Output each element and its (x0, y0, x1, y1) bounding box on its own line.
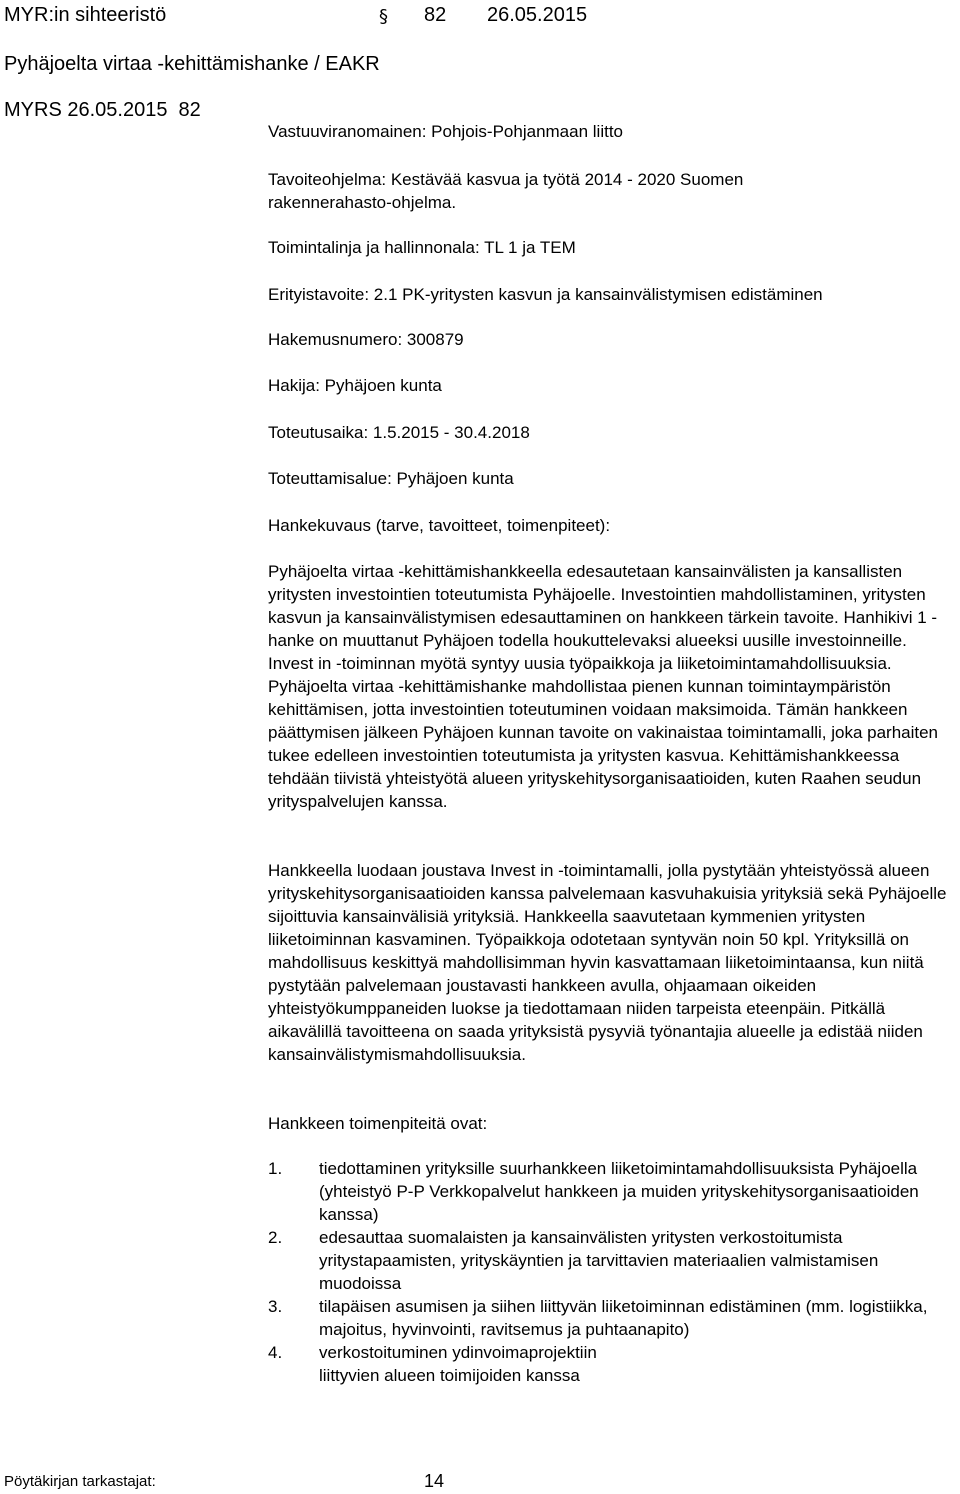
field-hakemusnumero: Hakemusnumero: 300879 (268, 330, 464, 349)
field-erityistavoite: Erityistavoite: 2.1 PK-yritysten kasvun ja kansainvälistymisen edistäminen (268, 285, 823, 304)
document-header-title: MYR:in sihteeristö (4, 4, 167, 26)
meeting-reference: MYRS 26.05.2015 82 (4, 99, 201, 121)
list-item-number: 3. (268, 1297, 283, 1316)
field-hankekuvaus: Hankekuvaus (tarve, tavoitteet, toimenpiteet): (268, 516, 611, 535)
field-hakija: Hakija: Pyhäjoen kunta (268, 376, 442, 395)
description-paragraph-1 (268, 560, 954, 813)
list-item-text: tilapäisen asumisen ja siihen liittyvän liiketoiminnan edistäminen (mm. logistiikka, majoitus, hyvinvointi, ravitsemus ja puhtaanapito) (319, 1297, 928, 1339)
section-number: 82 (424, 4, 447, 26)
actions-heading: Hankkeen toimenpiteitä ovat: (268, 1114, 488, 1133)
list-item-number: 2. (268, 1228, 283, 1247)
list-item-text: verkostoituminen ydinvoimaprojektiin liittyvien alueen toimijoiden kanssa (319, 1343, 597, 1385)
section-mark-icon (379, 6, 393, 24)
field-vastuuviranomainen: Vastuuviranomainen: Pohjois-Pohjanmaan liitto (268, 122, 623, 141)
list-item-number: 4. (268, 1343, 283, 1362)
list-item-text: tiedottaminen yrityksille suurhankkeen liiketoimintamahdollisuuksista Pyhäjoella (yhteistyö P-P Verkkopalvelut hankkeen ja muiden yrityskehitysorganisaatioiden kanssa) (319, 1159, 919, 1224)
header-date: 26.05.2015 (487, 4, 588, 26)
list-item-text: edesauttaa suomalaisten ja kansainvälisten yritysten verkostoitumista yritystapaamisten, yrityskäyntien ja tarvittavien materiaalien valmistamisen muodoissa (319, 1228, 879, 1293)
list-item-number: 1. (268, 1159, 283, 1178)
project-title: Pyhäjoelta virtaa -kehittämishanke / EAKR (4, 53, 380, 75)
field-toteutusaika: Toteutusaika: 1.5.2015 - 30.4.2018 (268, 423, 530, 442)
svg-text:§: § (379, 6, 388, 24)
page-number: 14 (424, 1471, 445, 1491)
footer-label: Pöytäkirjan tarkastajat: (4, 1473, 156, 1490)
field-tavoiteohjelma: Tavoiteohjelma: Kestävää kasvua ja työtä 2014 - 2020 Suomen rakennerahasto-ohjelma. (268, 170, 744, 212)
description-paragraph-2 (268, 859, 954, 1066)
paragraph-text: Hankkeella luodaan joustava Invest in -toimintamalli, jolla pystytään yhteistyössä alueen yrityskehitysorganisaatioiden kanssa palvelemaan kasvuhakuisia yrityksiä sekä Pyhäjoelle sijoittuvia kansainvälisiä yrityksiä. Hankkeella saavutetaan kymmenien yritysten liiketoiminnan kasvaminen. Työpaikkoja odotetaan syntyvän noin 50 kpl. Yrityksillä on mahdollisuus keskittyä mahdollisimman hyvin kasvattamaan liiketoimintaansa, kun niitä pystytään palvelemaan joustavasti hankkeen avulla, ohjaamaan oikeiden yhteistyökumppaneiden luokse ja tiedottamaan niiden tarpeista eteenpäin. Pitkällä aikavälillä tavoitteena on saada yrityksistä pysyviä työnantajia alueelle ja edistää niiden kansainvälistymismahdollisuuksia. (268, 861, 947, 1064)
field-toteuttamisalue: Toteuttamisalue: Pyhäjoen kunta (268, 469, 514, 488)
paragraph-text: Pyhäjoelta virtaa -kehittämishankkeella edesautetaan kansainvälisten ja kansallisten yritysten investointien toteutumista Pyhäjoelle. Investointien mahdollistaminen, yritysten kasvun ja kansainvälistymisen edesauttaminen on hankkeen tärkein tavoite. Hanhikivi 1 -hanke on muuttanut Pyhäjoen todella houkuttelevaksi alueeksi uusille investoinneille. Invest in -toiminnan myötä syntyy uusia työpaikkoja ja liiketoimintamahdollisuuksia. Pyhäjoelta virtaa -kehittämishanke mahdollistaa pienen kunnan toimintaympäristön kehittämisen, jotta investointien toteutuminen voidaan maksimoida. Tämän hankkeen päättymisen jälkeen Pyhäjoen kunnan tavoite on vakinaistaa toimintamalli, joka parhaiten tukee edelleen investointien toteutumista ja yritysten kasvua. Kehittämishankkeessa tehdään tiivistä yhteistyötä alueen yrityskehitysorganisaatioiden, kuten Raahen seudun yrityspalvelujen kanssa. (268, 562, 939, 811)
field-toimintalinja: Toimintalinja ja hallinnonala: TL 1 ja TEM (268, 238, 576, 257)
